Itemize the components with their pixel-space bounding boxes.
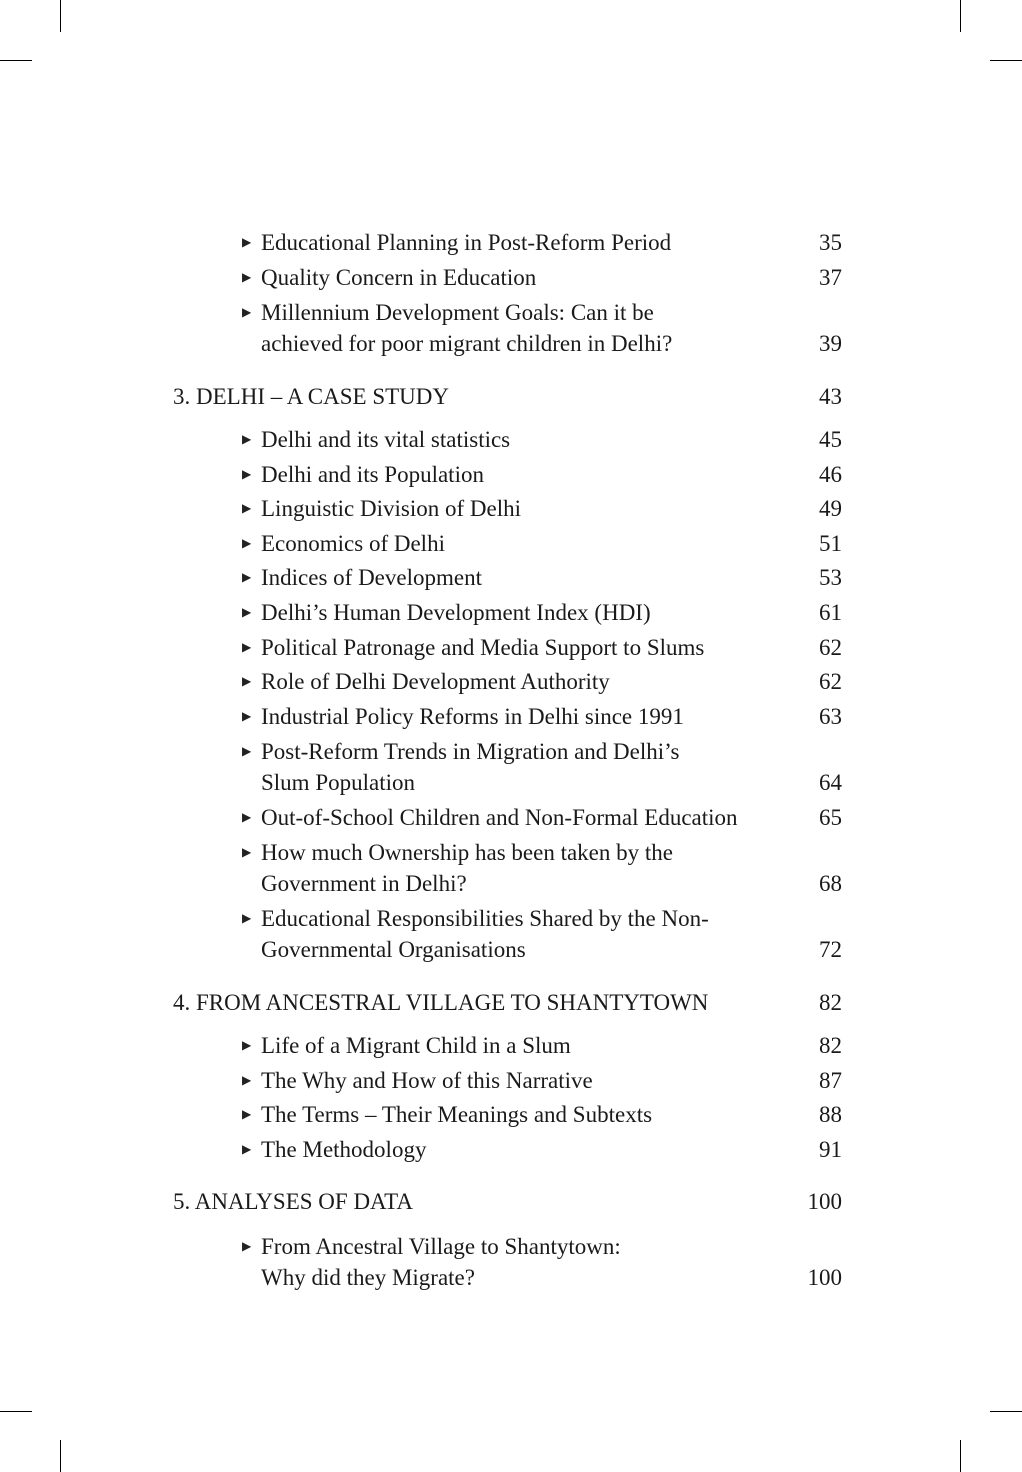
toc-section-entry (242, 459, 842, 490)
toc-section-entry (242, 1134, 842, 1165)
section-title: The Methodology (261, 1137, 427, 1162)
bullet-triangle-icon: ▶ (242, 432, 252, 446)
bullet-triangle-icon: ▶ (242, 570, 252, 584)
page-number: 43 (819, 384, 842, 409)
page-number: 49 (819, 496, 842, 521)
toc-section-entry (242, 562, 842, 593)
section-title: Out-of-School Children and Non-Formal Education (261, 805, 738, 830)
page-number: 100 (807, 1189, 842, 1214)
bullet-triangle-icon: ▶ (242, 1239, 252, 1253)
toc-section-entry (242, 227, 842, 258)
bullet-triangle-icon: ▶ (242, 744, 252, 758)
page-number: 45 (819, 427, 842, 452)
page-number: 82 (819, 1033, 842, 1058)
toc-chapter-entry (173, 987, 842, 1018)
page-number: 63 (819, 704, 842, 729)
bullet-triangle-icon: ▶ (242, 605, 252, 619)
chapter-title: 4. FROM ANCESTRAL VILLAGE TO SHANTYTOWN (173, 990, 709, 1015)
page-number: 53 (819, 565, 842, 590)
page-number: 35 (819, 230, 842, 255)
bullet-triangle-icon: ▶ (242, 467, 252, 481)
section-title: Life of a Migrant Child in a Slum (261, 1033, 571, 1058)
section-title: Industrial Policy Reforms in Delhi since 1991 (261, 704, 684, 729)
bullet-triangle-icon: ▶ (242, 270, 252, 284)
bullet-triangle-icon: ▶ (242, 235, 252, 249)
page-number: 46 (819, 462, 842, 487)
toc-section-entry (242, 837, 842, 899)
toc-section-entry (242, 802, 842, 833)
chapter-title: 3. DELHI – A CASE STUDY (173, 384, 450, 409)
page-number: 37 (819, 265, 842, 290)
page-number: 64 (819, 770, 842, 795)
page-number: 88 (819, 1102, 842, 1127)
page-number: 62 (819, 635, 842, 660)
page-number: 82 (819, 990, 842, 1015)
toc-section-entry (242, 1231, 842, 1293)
section-title: Indices of Development (261, 565, 482, 590)
page-number: 61 (819, 600, 842, 625)
toc-section-entry (242, 701, 842, 732)
page-number: 100 (807, 1265, 842, 1290)
bullet-triangle-icon: ▶ (242, 1038, 252, 1052)
toc-section-entry (242, 493, 842, 524)
toc-section-entry (242, 666, 842, 697)
section-title: Delhi’s Human Development Index (HDI) (261, 600, 651, 625)
bullet-triangle-icon: ▶ (242, 640, 252, 654)
bullet-triangle-icon: ▶ (242, 536, 252, 550)
section-title: Post-Reform Trends in Migration and Delhi’s Slum Population (261, 739, 680, 795)
section-title: Role of Delhi Development Authority (261, 669, 610, 694)
section-title: Educational Responsibilities Shared by the Non- Governmental Organisations (261, 906, 709, 962)
chapter-title: 5. ANALYSES OF DATA (173, 1189, 413, 1214)
bullet-triangle-icon: ▶ (242, 845, 252, 859)
toc-section-entry (242, 1099, 842, 1130)
section-title: Quality Concern in Education (261, 265, 537, 290)
section-title: The Why and How of this Narrative (261, 1068, 593, 1093)
toc-section-entry (242, 528, 842, 559)
bullet-triangle-icon: ▶ (242, 709, 252, 723)
bullet-triangle-icon: ▶ (242, 305, 252, 319)
toc-chapter-entry (173, 381, 842, 412)
page-number: 68 (819, 871, 842, 896)
section-title: Economics of Delhi (261, 531, 445, 556)
page-number: 65 (819, 805, 842, 830)
section-title: How much Ownership has been taken by the Government in Delhi? (261, 840, 673, 896)
toc-section-entry (242, 1030, 842, 1061)
bullet-triangle-icon: ▶ (242, 674, 252, 688)
bullet-triangle-icon: ▶ (242, 1073, 252, 1087)
page-number: 51 (819, 531, 842, 556)
toc-section-entry (242, 424, 842, 455)
bullet-triangle-icon: ▶ (242, 911, 252, 925)
section-title: From Ancestral Village to Shantytown: Why did they Migrate? (261, 1234, 621, 1290)
bullet-triangle-icon: ▶ (242, 1142, 252, 1156)
section-title: Delhi and its vital statistics (261, 427, 511, 452)
toc-section-entry (242, 632, 842, 663)
page-number: 72 (819, 937, 842, 962)
toc-chapter-entry (173, 1186, 842, 1217)
section-title: Educational Planning in Post-Reform Period (261, 230, 672, 255)
page-number: 39 (819, 331, 842, 356)
toc-section-entry (242, 736, 842, 798)
section-title: Delhi and its Population (261, 462, 484, 487)
bullet-triangle-icon: ▶ (242, 501, 252, 515)
toc-section-entry (242, 597, 842, 628)
page-number: 91 (819, 1137, 842, 1162)
section-title: Political Patronage and Media Support to Slums (261, 635, 705, 660)
toc-section-entry (242, 297, 842, 359)
page-number: 87 (819, 1068, 842, 1093)
toc-section-entry (242, 903, 842, 965)
toc-section-entry (242, 1065, 842, 1096)
bullet-triangle-icon: ▶ (242, 1107, 252, 1121)
toc-section-entry (242, 262, 842, 293)
section-title: Linguistic Division of Delhi (261, 496, 522, 521)
page-number: 62 (819, 669, 842, 694)
section-title: The Terms – Their Meanings and Subtexts (261, 1102, 653, 1127)
section-title: Millennium Development Goals: Can it be achieved for poor migrant children in Delhi? (261, 300, 673, 356)
bullet-triangle-icon: ▶ (242, 810, 252, 824)
